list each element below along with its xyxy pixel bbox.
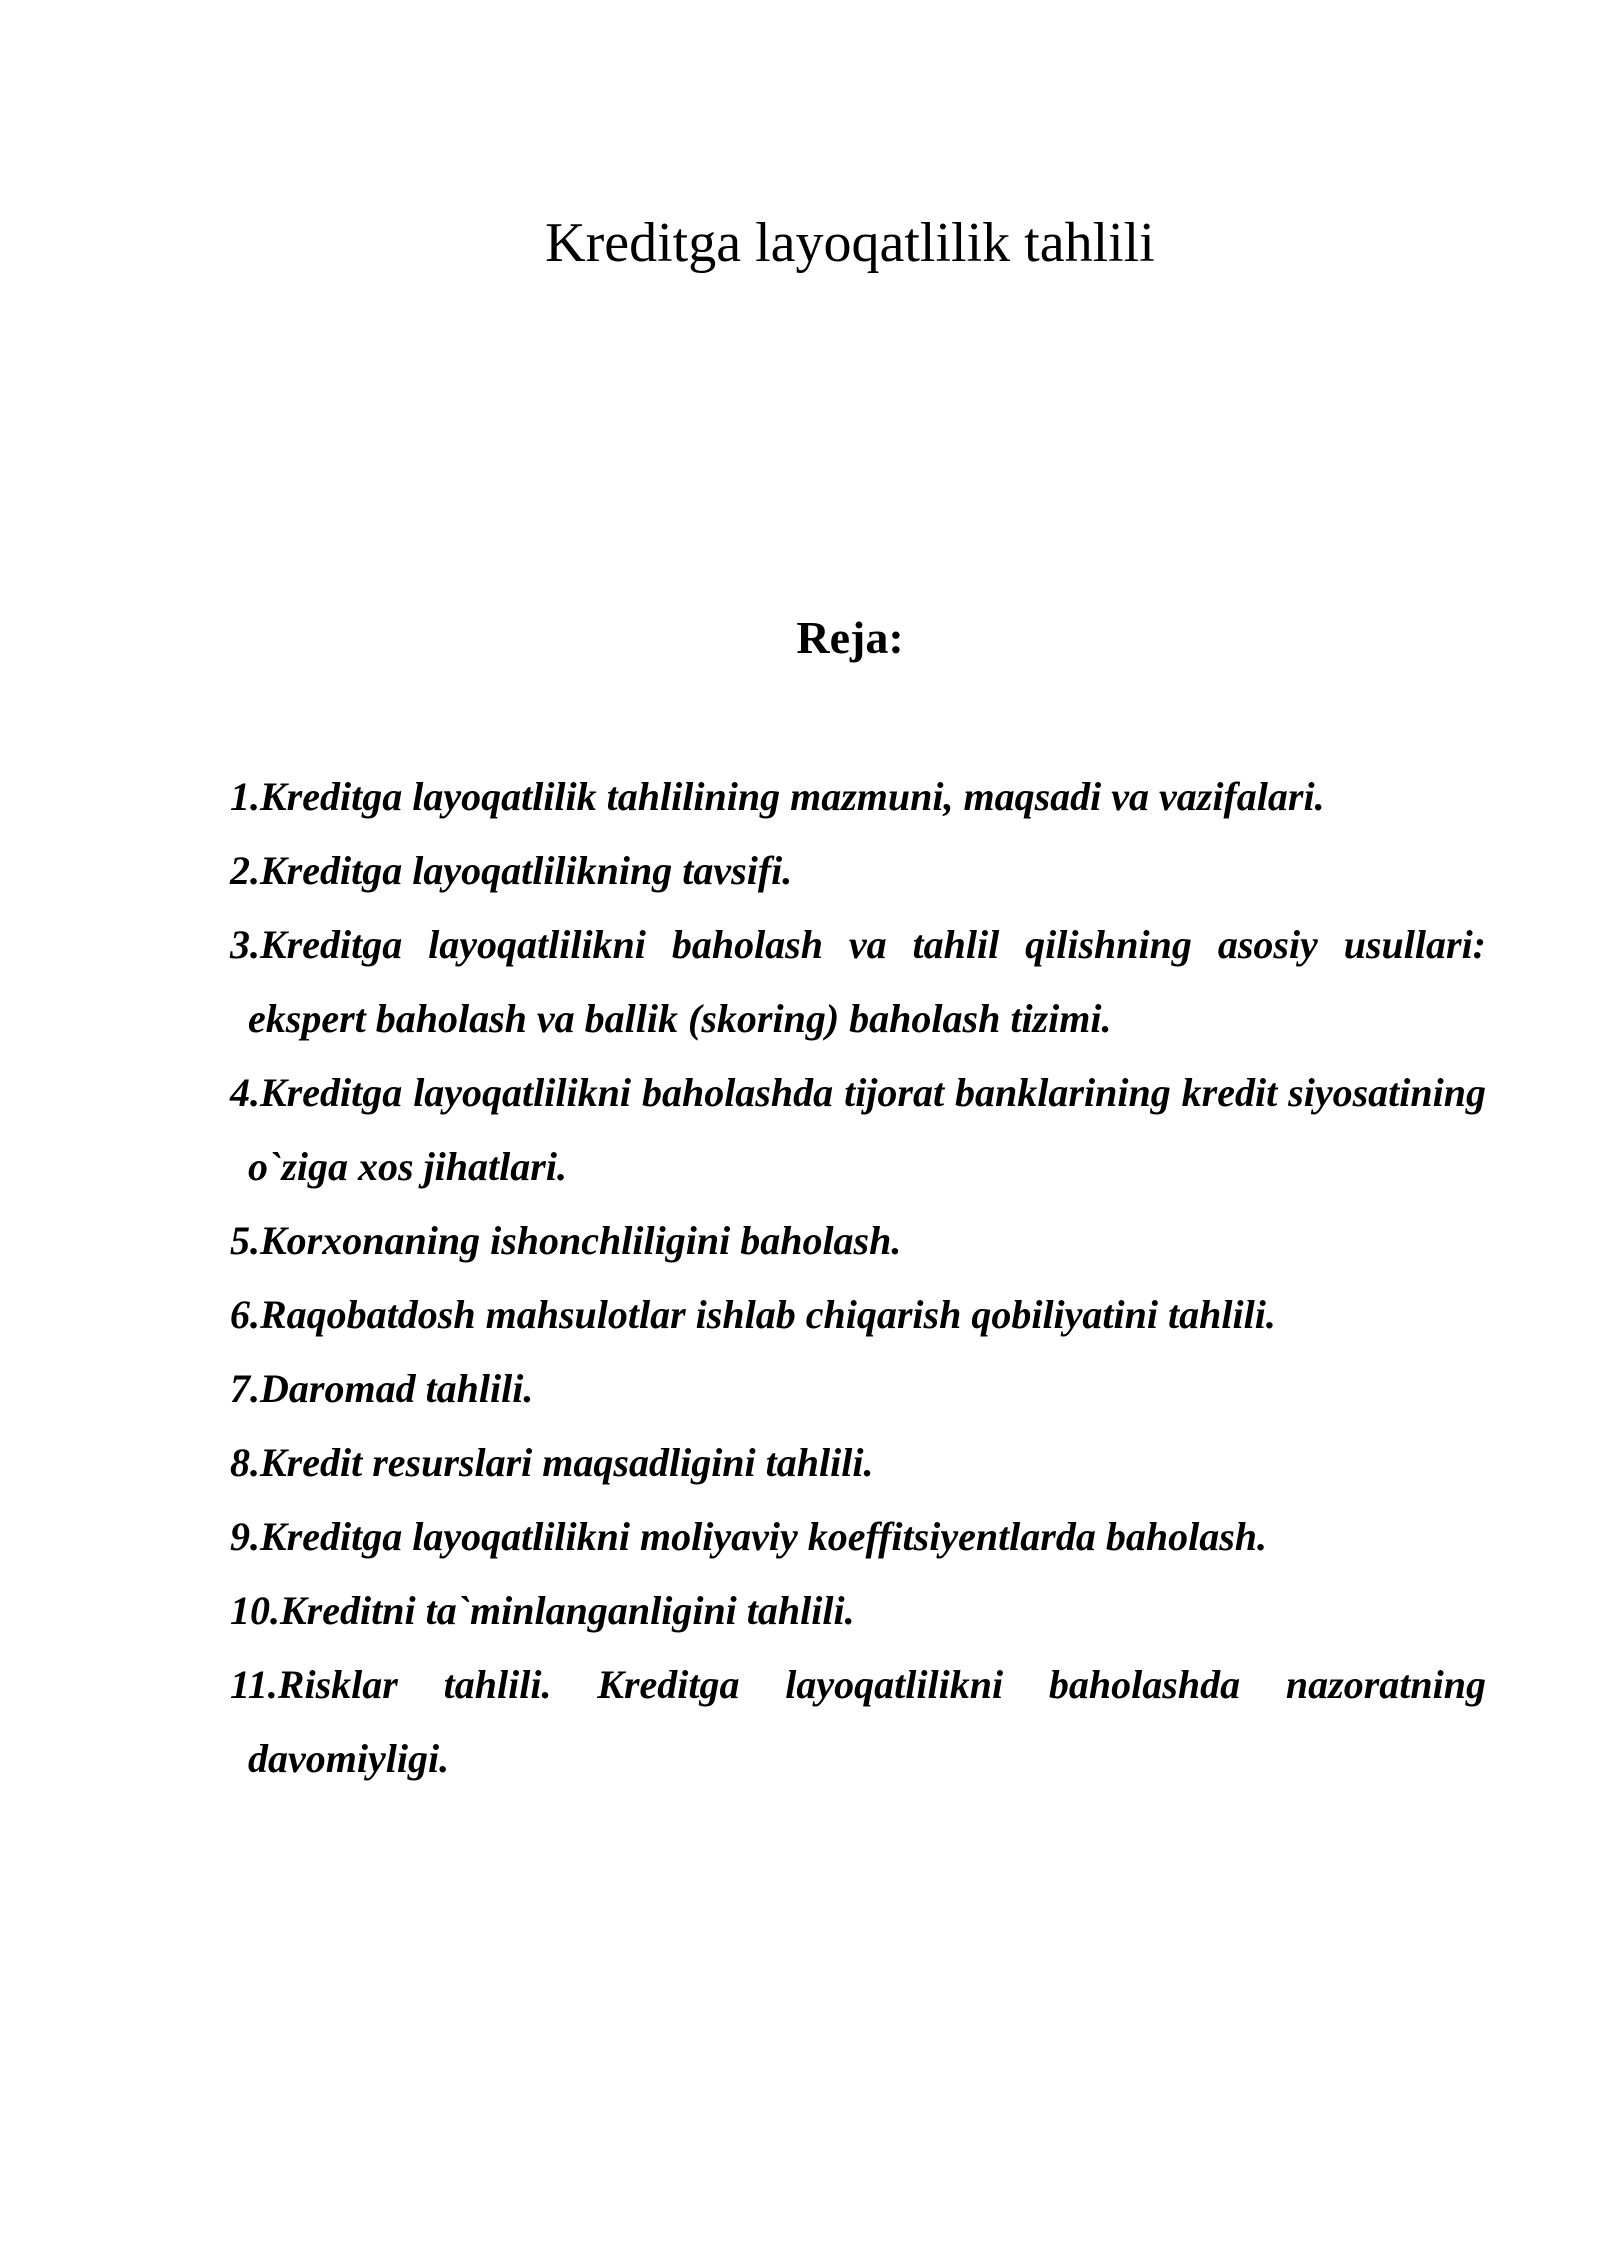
- plan-item: 11.Risklar tahlili. Kreditga layoqatlilikni baholashda nazoratning davomiyligi.: [230, 1662, 1486, 1781]
- plan-item: 4.Kreditga layoqatlilikni baholashda tijorat banklarining kredit siyosatining o`ziga xos jihatlari.: [230, 1070, 1486, 1189]
- plan-item: 6.Raqobatdosh mahsulotlar ishlab chiqarish qobiliyatini tahlili.: [230, 1292, 1276, 1337]
- plan-item: 10.Kreditni ta`minlanganligini tahlili.: [230, 1588, 855, 1633]
- plan-item: 1.Kreditga layoqatlilik tahlilining mazmuni, maqsadi va vazifalari.: [230, 774, 1325, 819]
- plan-item: 5.Korxonaning ishonchliligini baholash.: [230, 1218, 902, 1263]
- plan-heading: Reja:: [796, 612, 904, 663]
- plan-item: 7.Daromad tahlili.: [230, 1366, 534, 1411]
- plan-item: 2.Kreditga layoqatlilikning tavsifi.: [230, 848, 793, 893]
- plan-list: [230, 760, 1486, 1796]
- plan-item: 3.Kreditga layoqatlilikni baholash va tahlil qilishning asosiy usullari: ekspert baholash va ballik (skoring) baholash tizimi.: [230, 922, 1486, 1041]
- plan-item: 9.Kreditga layoqatlilikni moliyaviy koeffitsiyentlarda baholash.: [230, 1514, 1268, 1559]
- document-title: Kreditga layoqatlilik tahlili: [545, 212, 1155, 274]
- plan-item: 8.Kredit resurslari maqsadligini tahlili.: [230, 1440, 874, 1485]
